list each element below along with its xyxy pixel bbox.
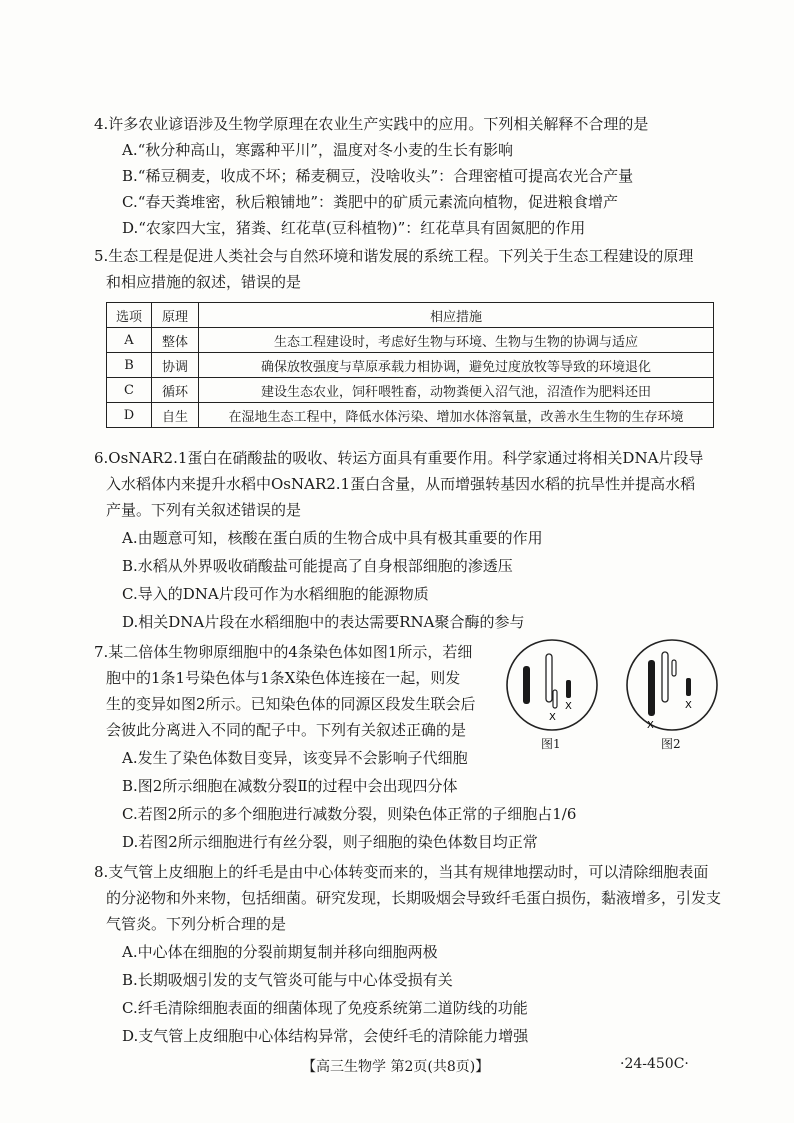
- table-cell: 生态工程建设时，考虑好生物与环境、生物与生物的协调与适应: [199, 328, 714, 353]
- q7-stem-line4: 会彼此分离进入不同的配子中。下列有关叙述正确的是: [106, 721, 467, 739]
- table-cell: 在湿地生态工程中，降低水体污染、增加水体溶氧量，改善水生生物的生存环境: [199, 403, 714, 428]
- chromosome-x-light: [553, 690, 557, 708]
- figure-1-cell-diagram: [503, 636, 601, 734]
- x-mark: X: [565, 701, 572, 712]
- q5-table: [106, 302, 714, 428]
- chromosome-1-light: [662, 652, 668, 702]
- figure-2-label: 图2: [661, 737, 681, 751]
- x-mark: X: [647, 720, 654, 731]
- q8-option-b: B.长期吸烟引发的支气管炎可能与中心体受损有关: [122, 971, 453, 989]
- table-cell: 整体: [152, 328, 199, 353]
- table-header-cell: 原理: [152, 303, 199, 328]
- table-row: [107, 353, 714, 378]
- table-cell: C: [107, 378, 152, 403]
- q8-option-c: C.纤毛清除细胞表面的细菌体现了免疫系统第二道防线的功能: [122, 999, 528, 1017]
- table-cell: 确保放牧强度与草原承载力相协调，避免过度放牧等导致的环境退化: [199, 353, 714, 378]
- table-cell: D: [107, 403, 152, 428]
- table-cell: A: [107, 328, 152, 353]
- q6-option-b: B.水稻从外界吸收硝酸盐可能提高了自身根部细胞的渗透压: [122, 557, 513, 575]
- cell-membrane: [627, 640, 717, 730]
- chromosome-x-dark: [686, 678, 691, 696]
- table-row: [107, 403, 714, 428]
- q5-stem-line1: 5.生态工程是促进人类社会与自然环境和谐发展的系统工程。下列关于生态工程建设的原理: [94, 247, 694, 265]
- q6-option-d: D.相关DNA片段在水稻细胞中的表达需要RNA聚合酶的参与: [122, 613, 525, 631]
- table-cell: B: [107, 353, 152, 378]
- table-header-cell: 选项: [107, 303, 152, 328]
- q4-option-b: B.“稀豆稠麦，收成不坏；稀麦稠豆，没啥收头”：合理密植可提高农光合产量: [122, 167, 634, 185]
- chromosome-1-dark: [523, 666, 530, 704]
- q7-option-d: D.若图2所示细胞进行有丝分裂，则子细胞的染色体数目均正常: [122, 833, 538, 851]
- q8-stem-line1: 8.支气管上皮细胞上的纤毛是由中心体转变而来的，当其有规律地摆动时，可以清除细胞表面: [94, 863, 709, 881]
- q6-stem-line3: 产量。下列有关叙述错误的是: [106, 501, 302, 519]
- q7-option-b: B.图2所示细胞在减数分裂Ⅱ的过程中会出现四分体: [122, 777, 458, 795]
- chromosome-1-light: [546, 654, 552, 702]
- q7-stem-line2: 胞中的1条1号染色体与1条X染色体连接在一起，则发: [106, 669, 461, 687]
- q4-option-a: A.“秋分种高山，寒露种平川”，温度对冬小麦的生长有影响: [122, 141, 513, 159]
- fused-chromosome-dark: [648, 660, 655, 716]
- q8-option-a: A.中心体在细胞的分裂前期复制并移向细胞两极: [122, 943, 438, 961]
- q7-option-a: A.发生了染色体数目变异，该变异不会影响子代细胞: [122, 749, 468, 767]
- q7-option-c: C.若图2所示的多个细胞进行减数分裂，则染色体正常的子细胞占1/6: [122, 805, 577, 823]
- q8-stem-line3: 气管炎。下列分析合理的是: [106, 915, 287, 933]
- chromosome-x-dark: [566, 680, 571, 698]
- table-cell: 协调: [152, 353, 199, 378]
- q7-stem-line1: 7.某二倍体生物卵原细胞中的4条染色体如图1所示，若细: [94, 643, 473, 661]
- figure-2-cell-diagram: [623, 636, 721, 734]
- q4-option-d: D.“农家四大宝，猪粪、红花草(豆科植物)”：红花草具有固氮肥的作用: [122, 219, 586, 237]
- table-cell: 循环: [152, 378, 199, 403]
- table-cell: 自生: [152, 403, 199, 428]
- q6-option-c: C.导入的DNA片段可作为水稻细胞的能源物质: [122, 585, 429, 603]
- footer-page-info: 【高三生物学 第2页(共8页)】: [302, 1059, 490, 1075]
- table-row: [107, 328, 714, 353]
- footer-exam-code: ·24-450C·: [620, 1056, 689, 1072]
- q6-stem-line1: 6.OsNAR2.1蛋白在硝酸盐的吸收、转运方面具有重要作用。科学家通过将相关DNA片段导: [94, 449, 704, 467]
- q5-stem-line2: 和相应措施的叙述，错误的是: [106, 273, 302, 291]
- q8-stem-line2: 的分泌物和外来物，包括细菌。研究发现，长期吸烟会导致纤毛蛋白损伤，黏液增多，引发支: [106, 889, 722, 907]
- table-cell: 建设生态农业，饲秆喂牲畜，动物粪便入沼气池，沼渣作为肥料还田: [199, 378, 714, 403]
- table-row: [107, 378, 714, 403]
- q8-option-d: D.支气管上皮细胞中心体结构异常，会使纤毛的清除能力增强: [122, 1027, 529, 1045]
- chromosome-x-light: [672, 660, 676, 676]
- table-header-row: [107, 303, 714, 328]
- figure-1-label: 图1: [541, 737, 561, 751]
- q4-option-c: C.“春天粪堆密，秋后粮铺地”：粪肥中的矿质元素流向植物，促进粮食增产: [122, 193, 619, 211]
- q6-option-a: A.由题意可知，核酸在蛋白质的生物合成中具有极其重要的作用: [122, 529, 543, 547]
- x-mark: X: [685, 700, 692, 711]
- x-mark: X: [549, 712, 556, 723]
- table-header-cell: 相应措施: [199, 303, 714, 328]
- q6-stem-line2: 入水稻体内来提升水稻中OsNAR2.1蛋白含量，从而增强转基因水稻的抗旱性并提高水稻: [106, 475, 696, 493]
- q4-stem: 4.许多农业谚语涉及生物学原理在农业生产实践中的应用。下列相关解释不合理的是: [94, 115, 649, 133]
- q7-stem-line3: 生的变异如图2所示。已知染色体的同源区段发生联会后: [106, 695, 476, 713]
